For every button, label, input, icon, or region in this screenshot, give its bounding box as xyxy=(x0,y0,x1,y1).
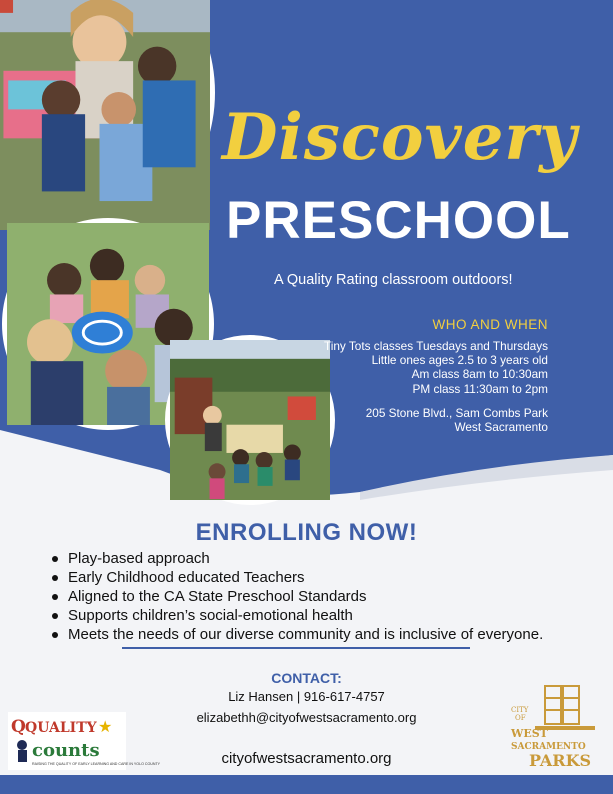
divider xyxy=(122,647,470,649)
who-when-heading: WHO AND WHEN xyxy=(432,317,548,332)
address-line: 205 Stone Blvd., Sam Combs Park xyxy=(365,406,548,420)
photo-children-sand-table xyxy=(0,0,215,235)
feature-item: Early Childhood educated Teachers xyxy=(50,568,543,587)
quality-counts-logo xyxy=(8,712,161,770)
contact-name-phone: Liz Hansen | 916-617-4757 xyxy=(228,689,385,704)
address xyxy=(248,406,548,434)
feature-item: Supports children’s social-emotional health xyxy=(50,606,543,625)
west-sacramento-parks-logo xyxy=(505,682,605,772)
enrolling-heading: ENROLLING NOW! xyxy=(195,519,418,546)
schedule-line: PM class 11:30am to 2pm xyxy=(412,381,548,396)
qc-tagline: RAISING THE QUALITY OF EARLY LEARNING AND CARE IN YOLO COUNTY xyxy=(32,762,161,766)
feature-item: Aligned to the CA State Preschool Standards xyxy=(50,587,543,606)
schedule-line: Little ones ages 2.5 to 3 years old xyxy=(371,353,548,368)
tagline: A Quality Rating classroom outdoors! xyxy=(274,272,513,288)
feature-item: Play-based approach xyxy=(50,549,543,568)
footer-bar xyxy=(0,775,613,794)
svg-text:CITY: CITY xyxy=(511,706,529,714)
qc-word2: counts xyxy=(32,740,100,761)
contact-email[interactable]: elizabethh@cityofwestsacramento.org xyxy=(196,710,417,725)
svg-text:WEST: WEST xyxy=(511,727,548,740)
title-script: Discovery xyxy=(222,100,578,175)
svg-text:Q: Q xyxy=(11,717,26,737)
schedule-line: Tiny Tots classes Tuesdays and Thursdays xyxy=(323,339,548,353)
title-main: PRESCHOOL xyxy=(226,191,571,250)
who-when-lines xyxy=(248,339,548,396)
schedule-line: Am class 8am to 10:30am xyxy=(411,367,548,382)
contact-heading: CONTACT: xyxy=(271,670,342,686)
feature-item: Meets the needs of our diverse community and is inclusive of everyone. xyxy=(50,625,543,644)
feature-list xyxy=(50,549,543,644)
svg-text:SACRAMENTO: SACRAMENTO xyxy=(511,742,586,752)
star-icon: ★ xyxy=(98,719,113,736)
website-link[interactable]: cityofwestsacramento.org xyxy=(221,750,392,767)
qc-word1: QUALITY xyxy=(25,720,97,736)
svg-text:OF: OF xyxy=(515,714,526,722)
address-line: West Sacramento xyxy=(454,420,548,435)
svg-text:PARKS: PARKS xyxy=(529,751,592,770)
